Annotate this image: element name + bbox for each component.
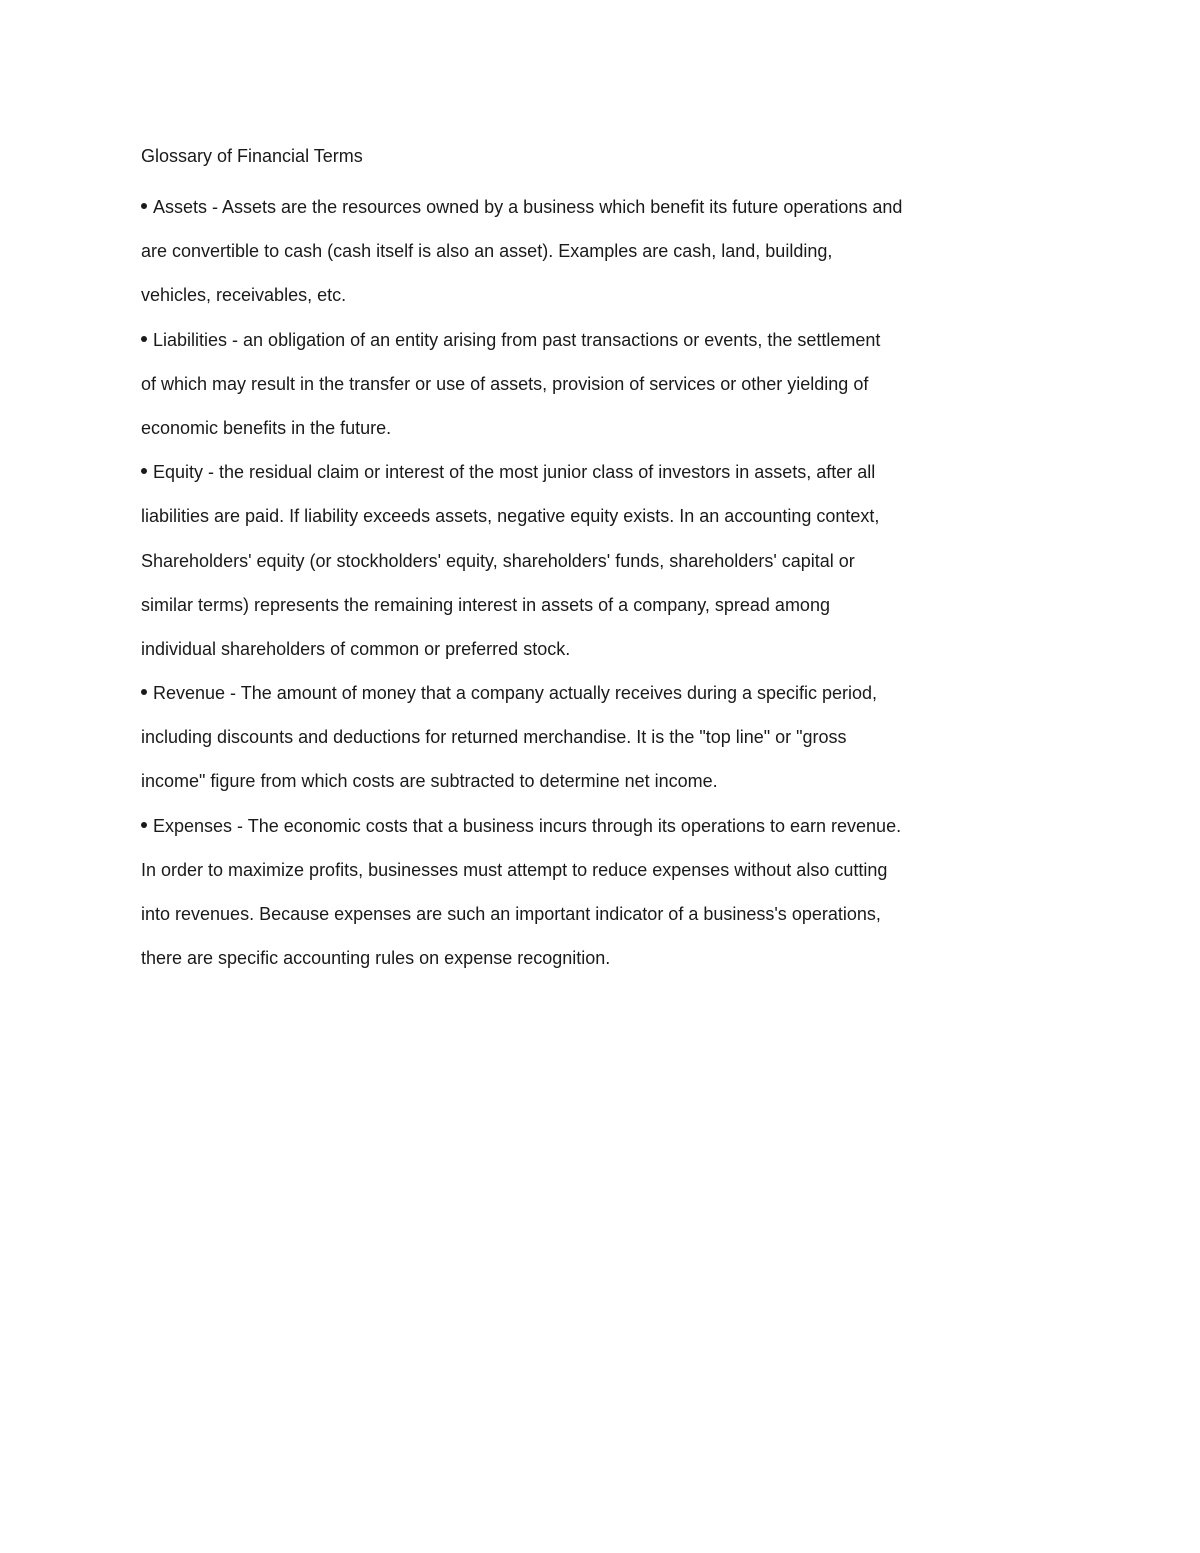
bullet-icon [141,203,147,209]
glossary-entry-liabilities [141,318,991,451]
glossary-entry-revenue [141,671,991,804]
entry-text: Assets - Assets are the resources owned by a business which benefit its future operations and [153,197,903,217]
bullet-icon [141,468,147,474]
entry-line [141,671,991,715]
glossary-entry-equity [141,450,991,671]
bullet-icon [141,822,147,828]
entry-line: income" figure from which costs are subtracted to determine net income. [141,771,718,792]
entry-line: Shareholders' equity (or stockholders' equity, shareholders' funds, shareholders' capital or [141,550,855,571]
entry-line: of which may result in the transfer or use of assets, provision of services or other yielding of [141,373,869,394]
bullet-icon [141,336,147,342]
bullet-icon [141,689,147,695]
entry-line: economic benefits in the future. [141,417,392,438]
entry-line [141,450,991,494]
entry-text: Expenses - The economic costs that a business incurs through its operations to earn revenue. [153,815,902,836]
entry-line [141,804,991,848]
entry-line: are convertible to cash (cash itself is also an asset). Examples are cash, land, building, [141,241,833,262]
entry-line: In order to maximize profits, businesses must attempt to reduce expenses without also cutting [141,859,888,880]
entry-line: there are specific accounting rules on expense recognition. [141,948,611,969]
entry-line: into revenues. Because expenses are such an important indicator of a business's operations, [141,904,881,924]
entry-line [141,185,991,229]
glossary-entry-expenses [141,804,991,981]
entry-line: liabilities are paid. If liability exceeds assets, negative equity exists. In an accounting context, [141,506,880,527]
entry-text: Liabilities - an obligation of an entity arising from past transactions or events, the settlement [153,329,881,350]
entry-text: Equity - the residual claim or interest of the most junior class of investors in assets, after all [153,462,876,483]
entry-line: vehicles, receivables, etc. [141,285,347,306]
entry-line: individual shareholders of common or preferred stock. [141,638,571,659]
entry-line: similar terms) represents the remaining interest in assets of a company, spread among [141,594,830,615]
document-title: Glossary of Financial Terms [141,146,363,166]
entry-line: including discounts and deductions for returned merchandise. It is the "top line" or "gross [141,727,847,748]
entry-line [141,318,991,362]
entry-text: Revenue - The amount of money that a company actually receives during a specific period, [153,683,878,704]
document-page [141,141,991,980]
glossary-entry-assets [141,185,991,318]
